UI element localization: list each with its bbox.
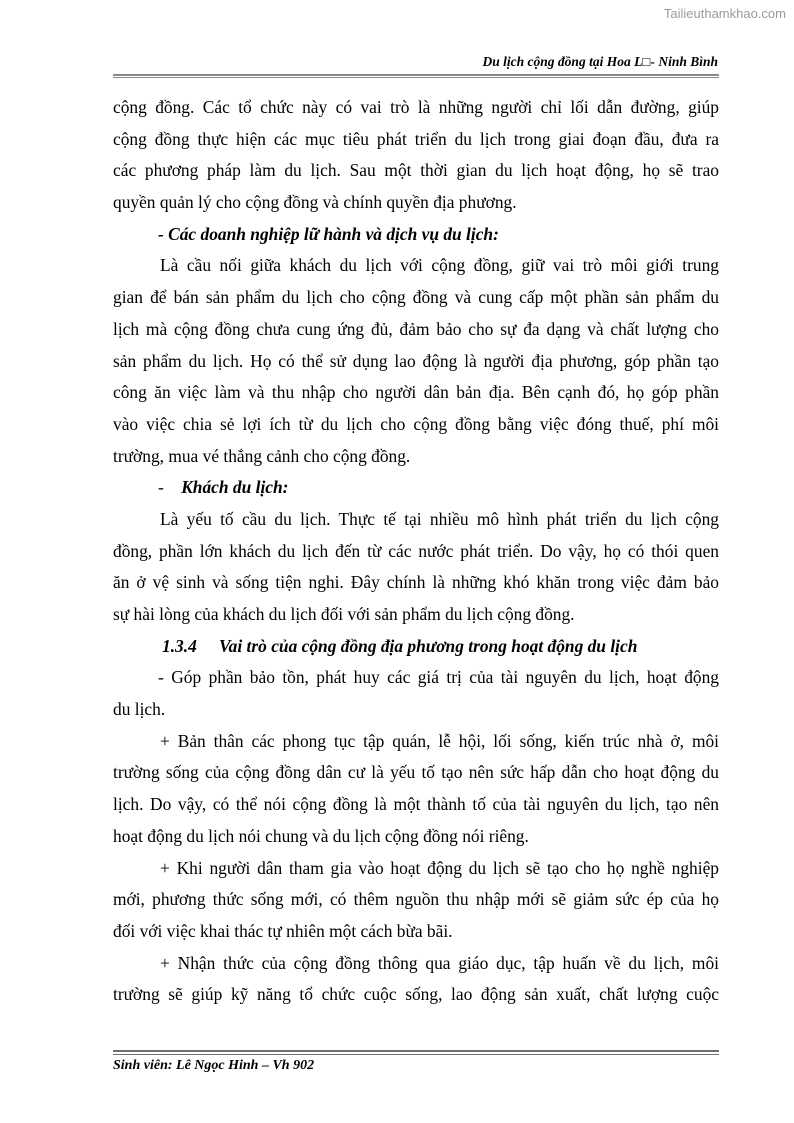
paragraph-line: mới, phương thức sống mới, có thêm nguồn thu nhập mới sẽ giảm sức ép của họ [113, 889, 719, 910]
subheading-travel-businesses: - Các doanh nghiệp lữ hành và dịch vụ du lịch: [158, 223, 499, 244]
footer-rule [113, 1050, 719, 1052]
paragraph-line: sản phẩm du lịch. Họ có thể sử dụng lao động là người địa phương, góp phần tạo [113, 350, 719, 371]
section-number: 1.3.4 [162, 635, 197, 656]
paragraph-line: các phương pháp làm du lịch. Sau một thời gian du lịch hoạt động, họ sẽ trao [113, 160, 719, 181]
paragraph-line: lịch mà cộng đồng chưa cung ứng đủ, đảm bảo cho sự đa dạng và chất lượng cho [113, 318, 719, 339]
paragraph-line: ăn ở vệ sinh và sống tiện nghi. Đây chính là những khó khăn trong việc đảm bảo [113, 572, 719, 593]
subheading-tourists [113, 472, 719, 504]
document-body [113, 92, 719, 1011]
paragraph-line: trường sẽ giúp kỹ năng tổ chức cuộc sống, lao động sản xuất, chất lượng cuộc [113, 984, 719, 1005]
page-header-title: Du lịch cộng đồng tại Hoa L□- Ninh Bình [482, 54, 718, 69]
paragraph-line: + Nhận thức của cộng đồng thông qua giáo dục, tập huấn về du lịch, môi [160, 952, 719, 973]
header-rule [113, 74, 719, 76]
paragraph-line: quyền quản lý cho cộng đồng và chính quyền địa phương. [113, 192, 517, 213]
header-rule-thin [113, 77, 719, 78]
paragraph-line: trường sống của cộng đồng dân cư là yếu tố tạo nên sức hấp dẫn cho hoạt động du [113, 762, 719, 783]
footer-rule-thin [113, 1054, 719, 1055]
paragraph-line: hoạt động du lịch nói chung và du lịch cộng đồng nói riêng. [113, 825, 529, 846]
paragraph-line: công ăn việc làm và thu nhập cho người dân bản địa. Bên cạnh đó, họ góp phần [113, 382, 719, 403]
section-title: Vai trò của cộng đồng địa phương trong hoạt động du lịch [219, 635, 638, 656]
paragraph-line: - Góp phần bảo tồn, phát huy các giá trị của tài nguyên du lịch, hoạt động [158, 667, 719, 688]
paragraph-line: gian để bán sản phẩm du lịch cho cộng đồng và cung cấp một phần sản phẩm du [113, 287, 719, 308]
paragraph-line: đối với việc khai thác tự nhiên một cách bừa bãi. [113, 920, 453, 941]
paragraph-line: lịch. Do vậy, có thể nói cộng đồng là một thành tố của tài nguyên du lịch, tạo nên [113, 794, 719, 815]
paragraph-line: cộng đồng thực hiện các mục tiêu phát triển du lịch trong giai đoạn đầu, đưa ra [113, 128, 719, 149]
footer-student-name: Sinh viên: Lê Ngọc Hinh – Vh 902 [113, 1058, 315, 1073]
paragraph-line: sự hài lòng của khách du lịch đối với sản phẩm du lịch cộng đồng. [113, 604, 575, 624]
paragraph-line: + Bản thân các phong tục tập quán, lễ hội, lối sống, kiến trúc nhà ở, môi [160, 730, 719, 751]
paragraph-line: vào việc chia sẻ lợi ích từ du lịch cho cộng đồng bằng việc đóng thuế, phí môi [113, 413, 719, 434]
subheading-dash: - [158, 477, 164, 498]
paragraph-line: du lịch. [113, 699, 166, 720]
subheading-text: Khách du lịch: [181, 477, 289, 498]
section-heading [113, 631, 719, 663]
paragraph-line: Là cầu nối giữa khách du lịch với cộng đồng, giữ vai trò môi giới trung [160, 255, 719, 276]
paragraph-line: đồng, phần lớn khách du lịch đến từ các nước phát triển. Do vậy, họ có thói quen [113, 540, 719, 561]
paragraph-line: cộng đồng. Các tổ chức này có vai trò là những người chỉ lối dẫn đường, giúp [113, 97, 719, 117]
watermark: Tailieuthamkhao.com [663, 6, 786, 21]
paragraph-line: Là yếu tố cầu du lịch. Thực tế tại nhiều mô hình phát triển du lịch cộng [160, 508, 719, 529]
paragraph-line: + Khi người dân tham gia vào hoạt động du lịch sẽ tạo cho họ nghề nghiệp [160, 857, 719, 878]
paragraph-line: trường, mua vé thắng cảnh cho cộng đồng. [113, 445, 411, 466]
